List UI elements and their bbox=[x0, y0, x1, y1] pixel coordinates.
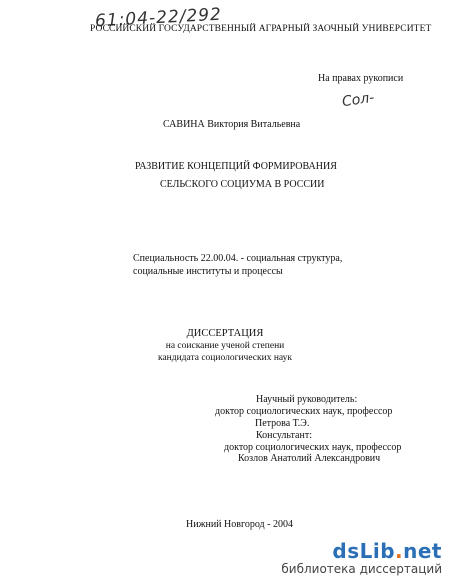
rights-label: На правах рукописи bbox=[318, 73, 404, 84]
dissertation-degree-line-2: кандидата социологических наук bbox=[157, 353, 293, 363]
watermark-dot: . bbox=[395, 539, 404, 563]
watermark-brand: dsLib bbox=[332, 539, 396, 563]
dissertation-heading: ДИССЕРТАЦИЯ bbox=[186, 328, 264, 339]
consultant-name: Козлов Анатолий Александрович bbox=[238, 453, 381, 464]
supervisor-label: Научный руководитель: bbox=[256, 394, 358, 405]
supervisor-degree: доктор социологических наук, профессор bbox=[215, 406, 393, 417]
title-line-2: СЕЛЬСКОГО СОЦИУМА В РОССИИ bbox=[160, 179, 325, 190]
supervisor-name: Петрова Т.Э. bbox=[255, 418, 310, 429]
watermark-logo bbox=[281, 540, 442, 562]
watermark-tld: net bbox=[403, 539, 442, 563]
watermark-subtitle: библиотека диссертаций bbox=[281, 562, 442, 576]
dissertation-degree-line-1: на соискание ученой степени bbox=[165, 341, 285, 351]
university-name: РОССИЙСКИЙ ГОСУДАРСТВЕННЫЙ АГРАРНЫЙ ЗАОЧНЫЙ УНИВЕРСИТЕТ bbox=[90, 24, 432, 34]
author-name: САВИНА Виктория Витальевна bbox=[163, 119, 301, 130]
consultant-degree: доктор социологических наук, профессор bbox=[224, 442, 402, 453]
specialty-line-2: социальные институты и процессы bbox=[133, 266, 283, 277]
handwritten-number: 61:04-22/292 bbox=[94, 4, 223, 32]
specialty-line-1: Специальность 22.00.04. - социальная структура, bbox=[133, 253, 343, 264]
handwritten-mark: Сол- bbox=[341, 89, 376, 111]
watermark[interactable] bbox=[281, 540, 442, 576]
city-year: Нижний Новгород - 2004 bbox=[186, 519, 293, 530]
consultant-label: Консультант: bbox=[256, 430, 312, 441]
title-line-1: РАЗВИТИЕ КОНЦЕПЦИЙ ФОРМИРОВАНИЯ bbox=[135, 161, 337, 172]
